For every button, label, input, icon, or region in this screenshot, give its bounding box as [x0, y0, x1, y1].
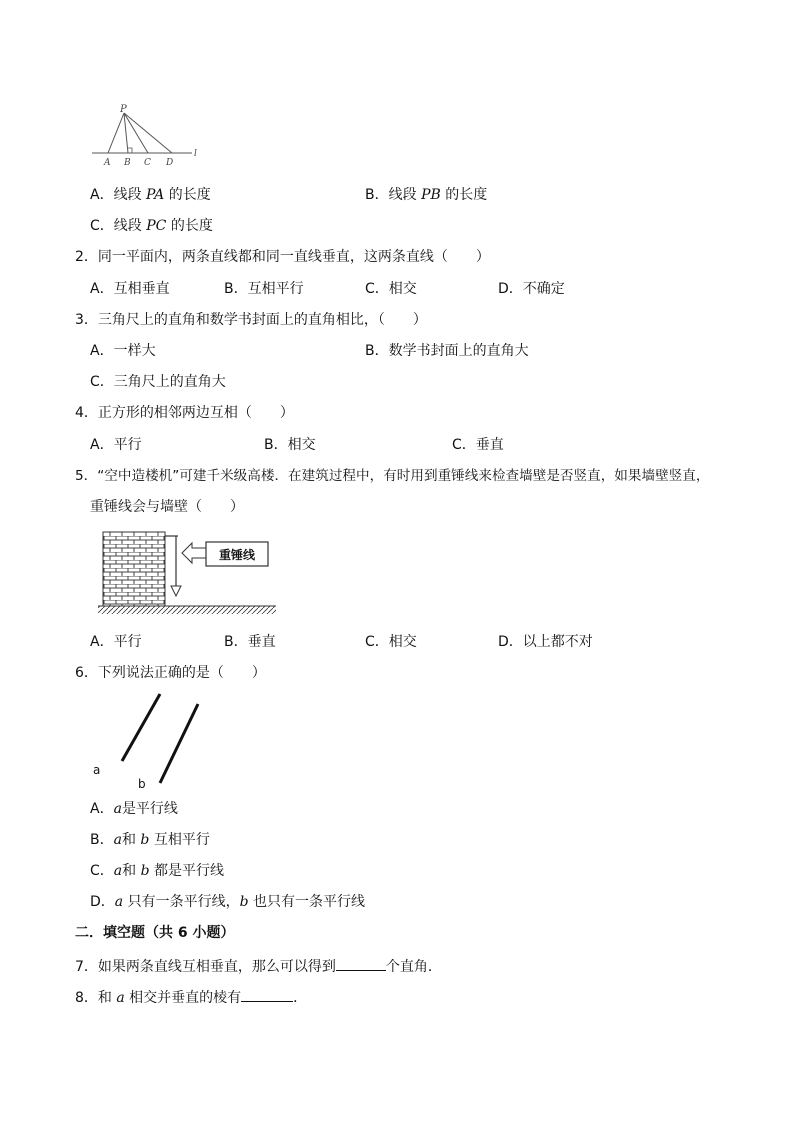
q4-option-a[interactable]: A．平行 — [90, 437, 142, 453]
q5-figure — [98, 528, 278, 620]
label-a: a — [93, 763, 101, 777]
q5-stem-line1: 5．“空中造楼机”可建千米级高楼．在建筑过程中，有时用到重锤线来检查墙壁是否竖直，如果墙壁竖直， — [75, 468, 710, 484]
q8-answer-blank[interactable] — [241, 987, 293, 1002]
label-d: D — [166, 158, 174, 168]
q5-option-a[interactable]: A．平行 — [90, 634, 142, 650]
brick-wall — [103, 532, 165, 606]
q6-figure — [88, 690, 218, 794]
line-b — [160, 704, 198, 783]
q5-option-d[interactable]: D．以上都不对 — [498, 634, 593, 650]
arrow-icon — [182, 543, 206, 563]
q4-stem: 4．正方形的相邻两边互相（ ） — [75, 405, 294, 421]
q6-option-b[interactable]: B．a和 b 互相平行 — [90, 832, 210, 848]
q2-option-a[interactable]: A．互相垂直 — [90, 281, 170, 297]
label-b: b — [138, 777, 146, 791]
label-p: P — [120, 104, 127, 115]
q5-option-c[interactable]: C．相交 — [365, 634, 417, 650]
q1-option-b[interactable]: B．线段 PB 的长度 — [365, 187, 488, 203]
q6-option-c[interactable]: C．a和 b 都是平行线 — [90, 863, 225, 879]
q6-option-a[interactable]: A．a是平行线 — [90, 801, 178, 817]
q3-stem: 3．三角尺上的直角和数学书封面上的直角相比，（ ） — [75, 312, 427, 328]
segment-pd — [124, 113, 172, 153]
q7-answer-blank[interactable] — [336, 956, 386, 971]
q5-option-b[interactable]: B．垂直 — [224, 634, 276, 650]
q3-option-c[interactable]: C．三角尺上的直角大 — [90, 374, 226, 390]
line-a — [122, 694, 160, 761]
q6-option-d[interactable]: D．a 只有一条平行线，b 也只有一条平行线 — [90, 894, 366, 910]
q7: 7．如果两条直线互相垂直，那么可以得到 个直角． — [75, 956, 442, 976]
label-a: A — [104, 158, 111, 168]
q1-option-a[interactable]: A．线段 PA 的长度 — [90, 187, 211, 203]
ground — [98, 606, 276, 614]
q6-stem: 6．下列说法正确的是（ ） — [75, 665, 266, 681]
q3-option-b[interactable]: B．数学书封面上的直角大 — [365, 343, 529, 359]
label-b: B — [124, 158, 131, 168]
section-title-fill-in: 二．填空题（共 6 小题） — [75, 925, 235, 941]
q2-stem: 2．同一平面内，两条直线都和同一直线垂直，这两条直线（ ） — [75, 249, 490, 265]
q2-option-d[interactable]: D．不确定 — [498, 281, 565, 297]
q4-option-b[interactable]: B．相交 — [264, 437, 316, 453]
q3-option-a[interactable]: A．一样大 — [90, 343, 156, 359]
label-c: C — [144, 158, 151, 168]
q2-option-c[interactable]: C．相交 — [365, 281, 417, 297]
q2-option-b[interactable]: B．互相平行 — [224, 281, 304, 297]
q5-stem-line2: 重锤线会与墙壁（ ） — [90, 499, 244, 515]
label-l: l — [194, 149, 197, 159]
q1-figure — [88, 104, 200, 172]
segment-pa — [108, 113, 124, 153]
plumb-line-label: 重锤线 — [218, 548, 256, 562]
q1-option-c[interactable]: C．线段 PC 的长度 — [90, 218, 213, 234]
q4-option-c[interactable]: C．垂直 — [452, 437, 504, 453]
plumb-bob — [171, 586, 181, 596]
right-angle-mark — [128, 148, 132, 153]
q8: 8．和 a 相交并垂直的棱有 ． — [75, 987, 307, 1007]
